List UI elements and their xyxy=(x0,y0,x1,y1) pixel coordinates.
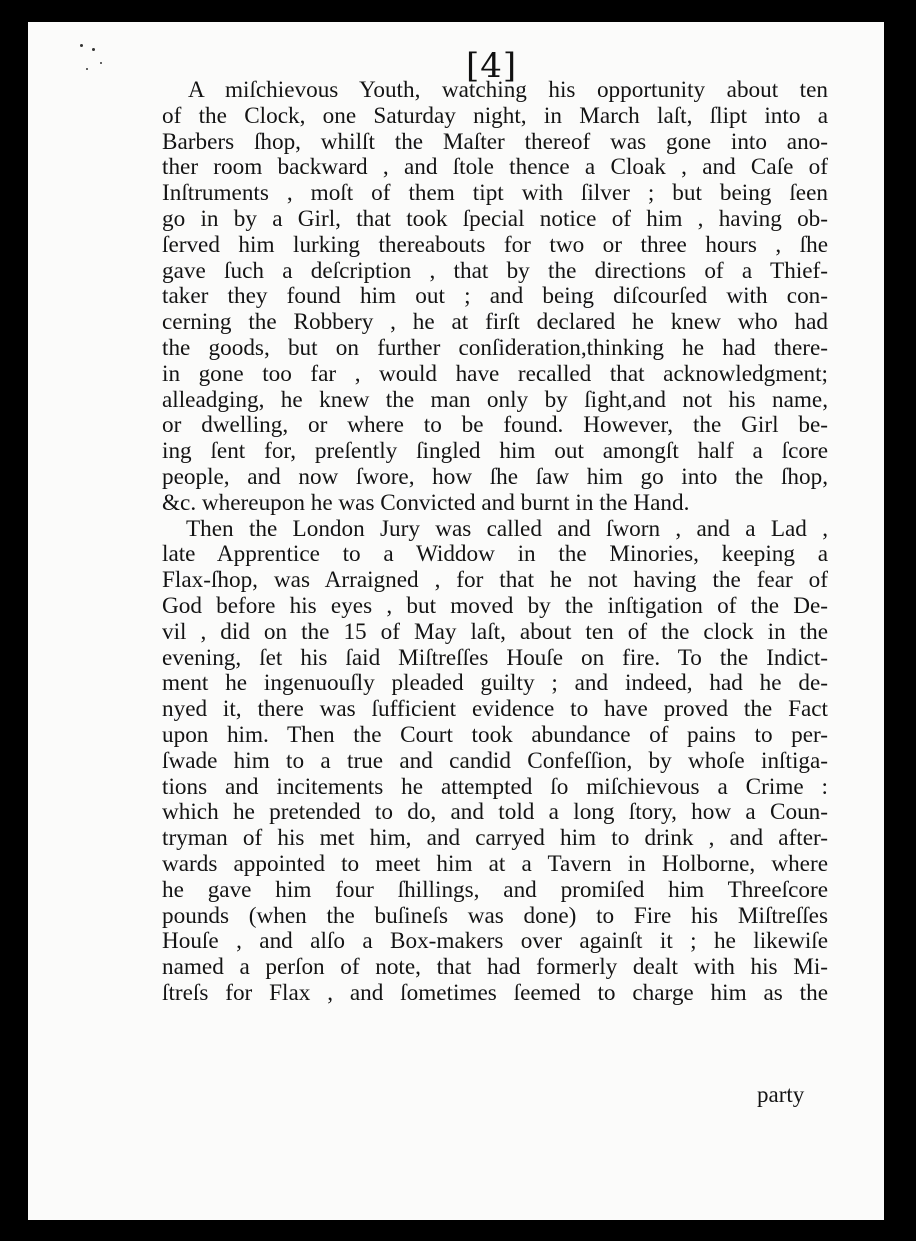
text-line: Then the London Jury was called and ſworn , and a Lad , xyxy=(186,515,828,542)
text-line: Inſtruments , moſt of them tipt with ſilver ; but being ſeen xyxy=(162,180,828,207)
text-line: in gone too far , would have recalled that acknowledgment; xyxy=(162,360,828,387)
text-line: pounds (when the buſineſs was done) to Fire his Miſtreſſes xyxy=(162,902,828,929)
ink-speck xyxy=(80,44,83,47)
document-page xyxy=(28,22,898,1220)
text-line: Barbers ſhop, whilſt the Maſter thereof was gone into ano- xyxy=(162,128,828,155)
text-line: &c. whereupon he was Convicted and burnt in the Hand. xyxy=(162,489,690,516)
ink-speck xyxy=(86,68,88,70)
text-line: named a perſon of note, that had formerly dealt with his Mi- xyxy=(162,954,828,981)
text-line: late Apprentice to a Widdow in the Minories, keeping a xyxy=(162,541,828,568)
text-line: ment he ingenuouſly pleaded guilty ; and indeed, had he de- xyxy=(162,670,828,697)
text-line: of the Clock, one Saturday night, in March laſt, ſlipt into a xyxy=(162,102,828,129)
text-line: cerning the Robbery , he at firſt declared he knew who had xyxy=(162,309,828,336)
catchword: party xyxy=(757,1082,805,1107)
text-line: he gave him four ſhillings, and promiſed him Threeſcore xyxy=(162,876,828,903)
text-line: ſerved him lurking thereabouts for two or three hours , ſhe xyxy=(162,231,828,258)
text-line: taker they found him out ; and being diſcourſed with con- xyxy=(162,283,828,310)
text-line: vil , did on the 15 of May laſt, about ten of the clock in the xyxy=(162,618,828,645)
text-line: Houſe , and alſo a Box-makers over againſt it ; he likewiſe xyxy=(162,928,828,955)
text-line: God before his eyes , but moved by the inſtigation of the De- xyxy=(162,592,828,619)
text-line: ther room backward , and ſtole thence a Cloak , and Caſe of xyxy=(162,154,828,181)
text-line: the goods, but on further conſideration,thinking he had there- xyxy=(162,334,828,361)
page-edge-shadow xyxy=(884,22,898,1220)
text-line: gave ſuch a deſcription , that by the directions of a Thief- xyxy=(162,257,828,284)
text-line: evening, ſet his ſaid Miſtreſſes Houſe on fire. To the Indict- xyxy=(162,644,828,671)
text-line: A miſchievous Youth, watching his opportunity about ten xyxy=(188,77,828,103)
body-text xyxy=(162,78,828,1007)
ink-speck xyxy=(92,48,95,51)
text-line: ſwade him to a true and candid Confeſſion, by whoſe inſtiga- xyxy=(162,747,828,774)
ink-speck xyxy=(100,62,102,64)
text-line: tions and incitements he attempted ſo miſchievous a Crime : xyxy=(162,773,828,800)
text-line: alleadging, he knew the man only by ſight,and not his name, xyxy=(162,386,828,413)
text-line: or dwelling, or where to be found. However, the Girl be- xyxy=(162,412,828,439)
text-line: go in by a Girl, that took ſpecial notice of him , having ob- xyxy=(162,205,828,232)
text-line: people, and now ſwore, how ſhe ſaw him go into the ſhop, xyxy=(162,463,828,490)
text-line: ſtreſs for Flax , and ſometimes ſeemed to charge him as the xyxy=(162,979,828,1006)
text-line: wards appointed to meet him at a Tavern in Holborne, where xyxy=(162,850,828,877)
text-line: ing ſent for, preſently ſingled him out amongſt half a ſcore xyxy=(162,438,828,465)
text-line: which he pretended to do, and told a long ſtory, how a Coun- xyxy=(162,799,828,826)
page-number: [4] xyxy=(466,46,518,86)
text-line: Flax-ſhop, was Arraigned , for that he not having the fear of xyxy=(162,567,828,594)
text-line: upon him. Then the Court took abundance of pains to per- xyxy=(162,721,828,748)
text-line: tryman of his met him, and carryed him to drink , and after- xyxy=(162,825,828,852)
text-line: nyed it, there was ſufficient evidence to have proved the Fact xyxy=(162,696,828,723)
